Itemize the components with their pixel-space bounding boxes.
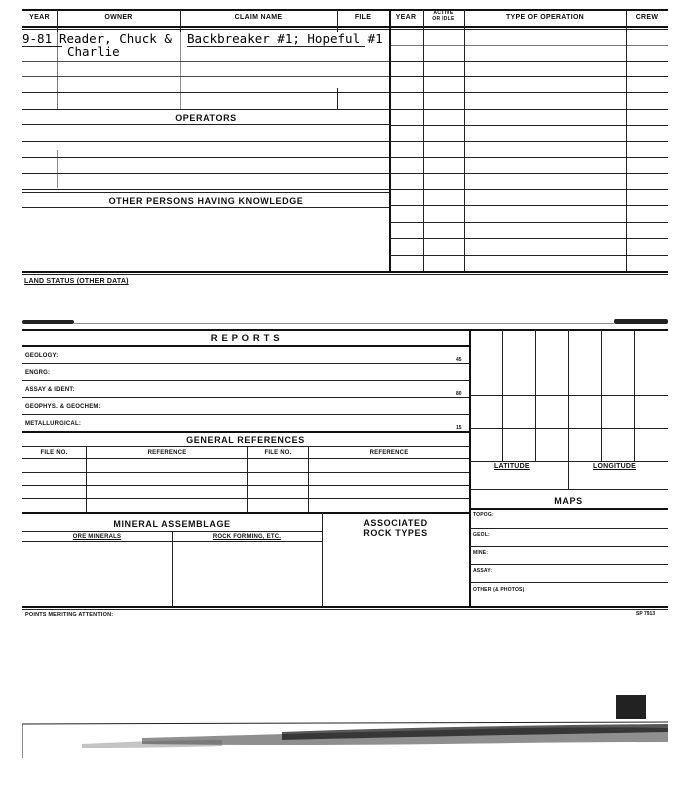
report-row-metallurgical: METALLURGICAL: [25,421,82,427]
report-code-assay: 80 [456,391,462,397]
maps-row-other: OTHER (& PHOTOS) [473,587,525,593]
associated-rock-types [322,518,469,538]
operators-title: OPERATORS [175,113,237,123]
associated-label: ASSOCIATED [363,518,428,528]
other-persons-title: OTHER PERSONS HAVING KNOWLEDGE [108,196,304,206]
entry-claim-name: Backbreaker #1; Hopeful #1 [187,31,383,46]
form-number: SP 7913 [636,611,656,617]
top-right-smudge [614,319,668,324]
mineral-assemblage-title: MINERAL ASSEMBLAGE [113,519,231,529]
entry-owner-line2: Charlie [67,44,120,59]
genref-header-file-no-2: FILE NO. [264,450,292,456]
ore-minerals-label: ORE MINERALS [72,534,122,540]
rock-forming-label: ROCK FORMING, ETC. [212,534,282,540]
reports-title: R E P O R T S [210,333,281,344]
header-type-of-operation: TYPE OF OPERATION [505,14,585,21]
longitude-label: LONGITUDE [593,463,637,470]
maps-row-topog: TOPOG: [473,512,494,518]
maps-row-geol: GEOL: [473,532,490,538]
black-square-mark [616,695,646,719]
header-year-2: YEAR [395,14,417,21]
header-active-label: ACTIVE [433,10,454,16]
report-code-metallurgical: 15 [456,425,462,431]
header-year: YEAR [29,14,50,21]
top-left-smudge [22,320,74,324]
header-idle-label: OR IDLE [432,16,455,22]
rock-types-label: ROCK TYPES [363,528,428,538]
header-active-idle [423,10,464,22]
report-row-engrg: ENGRG: [25,370,51,376]
genref-header-reference-2: REFERENCE [369,450,409,456]
header-owner: OWNER [104,14,133,21]
maps-row-mine: MINE: [473,550,489,556]
maps-title: MAPS [554,496,583,506]
report-row-assay: ASSAY & IDENT: [25,387,75,393]
entry-owner-line1: Reader, Chuck & [59,31,172,46]
header-crew: CREW [635,14,659,21]
points-meriting-attention-label: POINTS MERITING ATTENTION: [25,612,114,618]
report-row-geophys: GEOPHYS. & GEOCHEM: [25,404,101,410]
genref-header-file-no-1: FILE NO. [40,450,68,456]
land-status-label: LAND STATUS (OTHER DATA) [24,278,129,285]
report-code-geology: 45 [456,357,462,363]
header-claim-name: CLAIM NAME [234,14,283,21]
general-references-title: GENERAL REFERENCES [186,435,305,445]
latitude-label: LATITUDE [494,463,530,470]
report-row-geology: GEOLOGY: [25,353,59,359]
genref-header-reference-1: REFERENCE [147,450,187,456]
header-file: FILE [354,14,372,21]
maps-row-assay: ASSAY: [473,568,493,574]
scan-noise-band [22,718,668,758]
entry-year: 9-81 [22,31,53,46]
